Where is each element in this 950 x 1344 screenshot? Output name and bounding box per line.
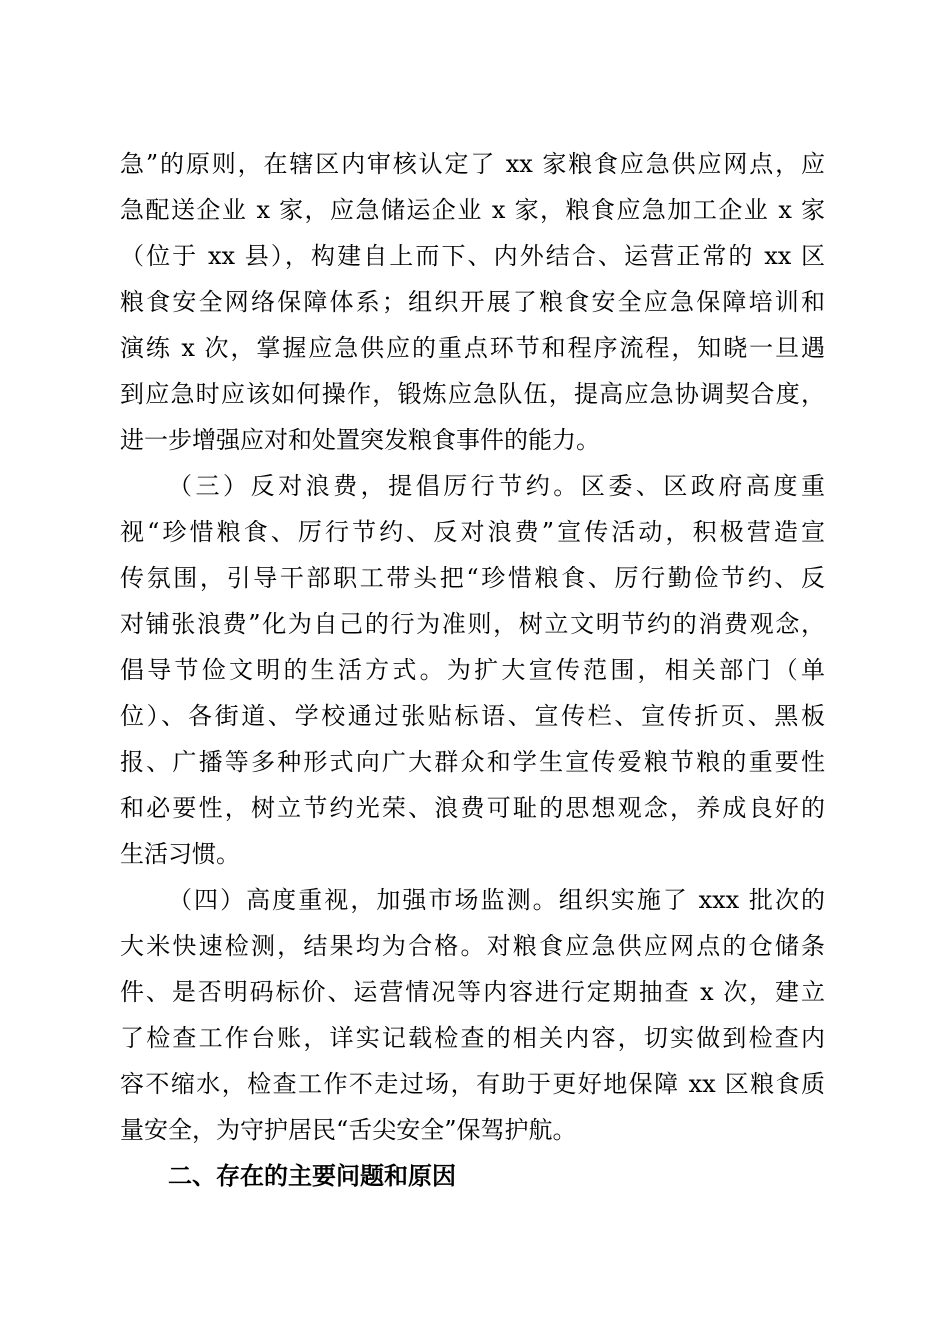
text-line: 急配送企业 x 家，应急储运企业 x 家，粮食应急加工企业 x 家 (120, 196, 825, 224)
text-line: 视“珍惜粮食、厉行节约、反对浪费”宣传活动，积极营造宣 (120, 518, 825, 546)
text-line: 对铺张浪费”化为自己的行为准则，树立文明节约的消费观念， (120, 610, 825, 638)
text-line: 到应急时应该如何操作，锻炼应急队伍，提高应急协调契合度， (120, 380, 825, 408)
text-line: 量安全，为守护居民“舌尖安全”保驾护航。 (120, 1116, 577, 1144)
text-line: 了检查工作台账，详实记载检查的相关内容，切实做到检查内 (120, 1024, 825, 1052)
text-line: （四）高度重视，加强市场监测。组织实施了 xxx 批次的 (168, 886, 825, 914)
section-heading: 二、存在的主要问题和原因 (168, 1162, 456, 1190)
text-line: 报、广播等多种形式向广大群众和学生宣传爱粮节粮的重要性 (120, 748, 825, 776)
text-line: 大米快速检测，结果均为合格。对粮食应急供应网点的仓储条 (120, 932, 825, 960)
text-line: 位）、各街道、学校通过张贴标语、宣传栏、宣传折页、黑板 (120, 702, 825, 730)
text-line: 和必要性，树立节约光荣、浪费可耻的思想观念，养成良好的 (120, 794, 825, 822)
text-line: （三）反对浪费，提倡厉行节约。区委、区政府高度重 (168, 472, 825, 500)
text-line: 生活习惯。 (120, 840, 240, 868)
text-line: 演练 x 次，掌握应急供应的重点环节和程序流程，知晓一旦遇 (120, 334, 825, 362)
text-line: 粮食安全网络保障体系；组织开展了粮食安全应急保障培训和 (120, 288, 825, 316)
text-line: 倡导节俭文明的生活方式。为扩大宣传范围，相关部门（单 (120, 656, 825, 684)
text-line: 急”的原则，在辖区内审核认定了 xx 家粮食应急供应网点，应 (120, 150, 825, 178)
text-line: 传氛围，引导干部职工带头把“珍惜粮食、厉行勤俭节约、反 (120, 564, 825, 592)
text-line: （位于 xx 县），构建自上而下、内外结合、运营正常的 xx 区 (120, 242, 825, 270)
text-line: 容不缩水，检查工作不走过场，有助于更好地保障 xx 区粮食质 (120, 1070, 825, 1098)
text-line: 件、是否明码标价、运营情况等内容进行定期抽查 x 次，建立 (120, 978, 825, 1006)
text-line: 进一步增强应对和处置突发粮食事件的能力。 (120, 426, 600, 454)
